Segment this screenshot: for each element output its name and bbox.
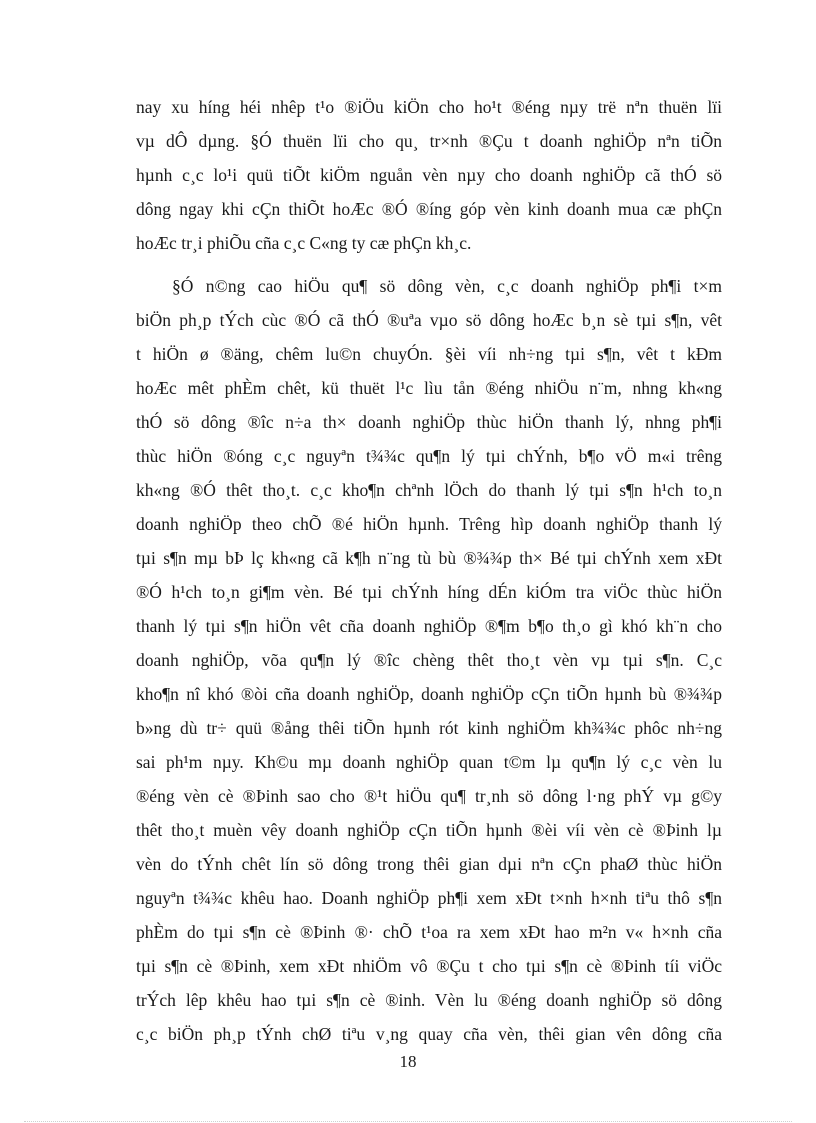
text-line: vèn do tÝnh chêt lín sö dông trong thêi gian dµi nªn cÇn phaØ thùc hiÖn: [136, 854, 722, 874]
text-line: dông ngay khi cÇn thiÕt hoÆc ®Ó ®íng góp vèn kinh doanh mua cæ phÇn: [136, 199, 722, 219]
text-line: thùc hiÖn ®óng c¸c nguyªn t¾¾c qu¶n lý tµi chÝnh, b¶o vÖ m«i trêng: [136, 446, 722, 466]
text-line: sai ph¹m nµy. Kh©u mµ doanh nghiÖp quan t©m lµ qu¶n lý c¸c vèn lu: [136, 752, 722, 772]
text-line: t hiÖn ø ®äng, chêm lu©n chuyÓn. §èi víi nh÷ng tµi s¶n, vêt t kÐm: [136, 344, 722, 364]
text-line: hoÆc mêt phÈm chêt, kü thuët l¹c lìu tån ®éng nhiÖu n¨m, nhng kh«ng: [136, 378, 722, 398]
text-line: b»ng dù tr÷ quü ®ång thêi tiÕn hµnh rót kinh nghiÖm kh¾¾c phôc nh÷ng: [136, 718, 722, 738]
text-line: phÈm do tµi s¶n cè ®Þinh ®· chÕ t¹oa ra xem xÐt hao m²n v« h×nh cña: [136, 922, 722, 942]
text-line: kh«ng ®Ó thêt tho¸t. c¸c kho¶n chªnh lÖch do thanh lý tµi s¶n h¹ch to¸n: [136, 480, 722, 500]
text-line: nay xu híng héi nhêp t¹o ®iÖu kiÖn cho ho¹t ®éng nµy trë nªn thuën lïi: [136, 97, 722, 117]
text-line: vµ dÔ dµng. §Ó thuën lïi cho qu¸ tr×nh ®Çu t doanh nghiÖp nªn tiÕn: [136, 131, 722, 151]
text-line: biÖn ph¸p tÝch cùc ®Ó cã thÓ ®uªa vµo sö dông hoÆc b¸n sè tµi s¶n, vêt: [136, 310, 722, 330]
text-line: thanh lý tµi s¶n hiÖn vêt cña doanh nghiÖp ®¶m b¶o th¸o gì khó kh¨n cho: [136, 616, 722, 636]
text-line: tµi s¶n mµ bÞ lç kh«ng cã k¶h n¨ng tù bù ®¾¾p th× Bé tµi chÝnh xem xÐt: [136, 548, 722, 568]
text-line: doanh nghiÖp theo chÕ ®é hiÖn hµnh. Trêng hìp doanh nghiÖp thanh lý: [136, 514, 722, 534]
text-line: nguyªn t¾¾c khêu hao. Doanh nghiÖp ph¶i xem xÐt t×nh h×nh tiªu thô s¶n: [136, 888, 722, 908]
page-bottom-divider: [24, 1121, 792, 1122]
text-line: thÓ sö dông ®îc n÷a th× doanh nghiÖp thùc hiÖn thanh lý, nhng ph¶i: [136, 412, 722, 432]
paragraph-2: [136, 269, 722, 1051]
text-line: §Ó n©ng cao hiÖu qu¶ sö dông vèn, c¸c doanh nghiÖp ph¶i t×m: [172, 276, 722, 296]
text-line: ®éng vèn cè ®Þinh sao cho ®¹t hiÖu qu¶ tr¸nh sö dông l·ng phÝ vµ g©y: [136, 786, 722, 806]
text-line: ®Ó h¹ch to¸n gi¶m vèn. Bé tµi chÝnh híng dÉn kiÓm tra viÖc thùc hiÖn: [136, 582, 722, 602]
text-line: thêt tho¸t muèn vêy doanh nghiÖp cÇn tiÕn hµnh ®èi víi vèn cè ®Þinh lµ: [136, 820, 722, 840]
paragraph-1: [136, 90, 722, 260]
text-line: kho¶n nî khó ®òi cña doanh nghiÖp, doanh nghiÖp cÇn tiÕn hµnh bù ®¾¾p: [136, 684, 722, 704]
text-line: hµnh c¸c lo¹i quü tiÕt kiÖm nguån vèn nµy cho doanh nghiÖp cã thÓ sö: [136, 165, 722, 185]
text-line: doanh nghiÖp, võa qu¶n lý ®îc chèng thêt tho¸t vèn vµ tµi s¶n. C¸c: [136, 650, 722, 670]
text-line: hoÆc tr¸i phiÕu cña c¸c C«ng ty cæ phÇn kh¸c.: [136, 233, 472, 253]
text-line: c¸c biÖn ph¸p tÝnh chØ tiªu v¸ng quay cña vèn, thêi gian vên dông cña: [136, 1024, 722, 1044]
page-number: 18: [399, 1052, 417, 1071]
body-text: [136, 90, 722, 1051]
text-line: tµi s¶n cè ®Þinh, xem xÐt nhiÖm vô ®Çu t cho tµi s¶n cè ®Þinh tíi viÖc: [136, 956, 722, 976]
text-line: trÝch lêp khêu hao tµi s¶n cè ®inh. Vèn lu ®éng doanh nghiÖp sö dông: [136, 990, 722, 1010]
